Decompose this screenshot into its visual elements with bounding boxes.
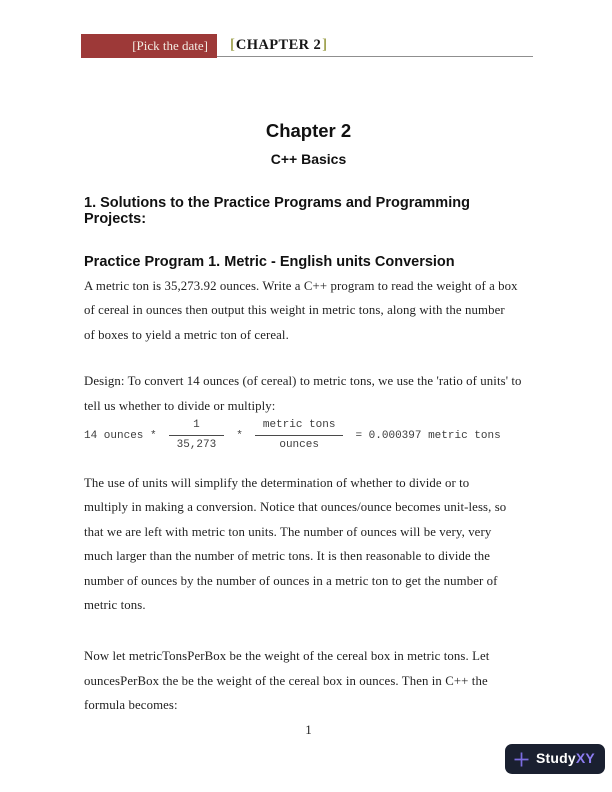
logo-study-text: Study: [536, 750, 576, 766]
studyxy-logo-badge[interactable]: [505, 744, 605, 774]
fraction2-denominator: ounces: [279, 439, 319, 452]
text-line: of cereal in ounces then output this weight in metric tons, along with the number: [84, 303, 505, 318]
text-line: A metric ton is 35,273.92 ounces. Write a C++ program to read the weight of a box: [84, 279, 518, 293]
running-header: [81, 34, 533, 57]
text-line: Design: To convert 14 ounces (of cereal) to metric tons, we use the 'ratio of units' to: [84, 374, 522, 389]
fraction2-numerator: metric tons: [255, 416, 344, 436]
chapter-tag: [230, 34, 327, 56]
formula-intro-paragraph: [84, 644, 533, 717]
text-line: formula becomes:: [84, 698, 178, 713]
plus-icon: [513, 751, 530, 768]
chapter-title: Chapter 2: [265, 120, 352, 141]
chapter-close-bracket: ]: [322, 36, 328, 53]
problem-paragraph: [84, 274, 533, 347]
text-line: multiply in making a conversion. Notice that ounces/ounce becomes unit-less, so: [84, 500, 507, 515]
text-line: much larger than the number of metric tons. It is then reasonable to divide the: [84, 549, 491, 564]
text-line: The use of units will simplify the determination of whether to divide or to: [84, 476, 470, 491]
chapter-subtitle: C++ Basics: [270, 151, 347, 167]
page-number: 1: [305, 722, 312, 737]
logo-xy-text: XY: [575, 750, 595, 766]
text-line: number of ounces by the number of ounces in a metric ton to get the number of: [84, 573, 498, 588]
text-line: Now let metricTonsPerBox be the weight of the cereal box in metric tons. Let: [84, 649, 490, 664]
text-line: ouncesPerBox the be the weight of the cereal box in ounces. Then in C++ the: [84, 673, 488, 688]
date-placeholder-text: [Pick the date]: [132, 38, 208, 53]
chapter-open-bracket: [: [230, 36, 235, 53]
chapter-tag-label: CHAPTER 2: [235, 36, 322, 53]
logo-text-primary: [536, 750, 595, 768]
formula-multiply-operator: *: [236, 429, 243, 442]
fraction-metric-tons-per-ounces: [255, 416, 344, 455]
fraction1-denominator: 35,273: [176, 439, 217, 452]
discussion-paragraph: [84, 471, 533, 617]
text-line: tell us whether to divide or multiply:: [84, 398, 276, 413]
fraction-one-over-ounces-per-ton: [169, 416, 225, 455]
text-line: metric tons.: [84, 598, 146, 613]
design-paragraph: [84, 369, 533, 418]
document-body: [84, 57, 533, 718]
section-heading: 1. Solutions to the Practice Programs and Programming Projects:: [84, 195, 470, 227]
formula-lhs: 14 ounces *: [84, 429, 157, 442]
formula-result: = 0.000397 metric tons: [355, 429, 501, 442]
practice-program-heading: Practice Program 1. Metric - English units Conversion: [84, 254, 455, 270]
fraction1-numerator: 1: [169, 416, 225, 436]
date-placeholder-banner: [81, 34, 217, 58]
text-line: of boxes to yield a metric ton of cereal.: [84, 327, 289, 342]
unit-conversion-formula: [84, 416, 533, 455]
text-line: that we are left with metric ton units. The number of ounces will be very, very: [84, 524, 492, 539]
